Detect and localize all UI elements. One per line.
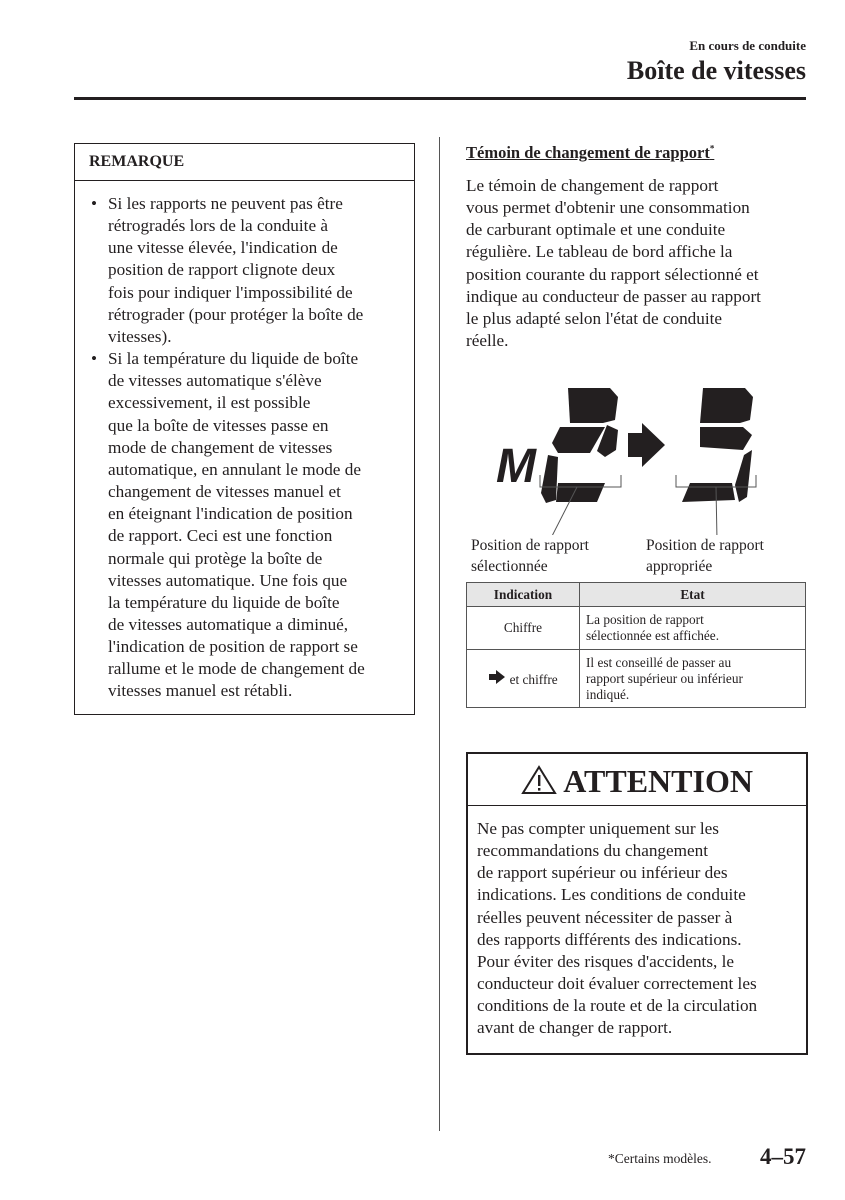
- text-line: avant de changer de rapport.: [477, 1018, 673, 1038]
- bullet-icon: •: [91, 349, 98, 369]
- bullet-icon: •: [91, 194, 98, 213]
- text-line: le plus adapté selon l'état de conduite: [466, 308, 723, 328]
- text-line: en éteignant l'indication de position: [108, 504, 353, 524]
- text-line: Pour éviter des risques d'accidents, le: [477, 951, 735, 971]
- mode-letter: M: [496, 440, 536, 493]
- indication-table: [466, 582, 806, 708]
- col-etat: Etat: [580, 583, 806, 607]
- text-line: la température du liquide de boîte: [108, 592, 340, 612]
- text-line: de rapport supérieur ou inférieur des: [477, 863, 728, 883]
- heading-text: Témoin de changement de rapport: [466, 143, 710, 162]
- text-line: réelle.: [466, 331, 509, 351]
- label-selected-position: Position de rapport sélectionnée: [471, 537, 589, 575]
- text-line: indications. Les conditions de conduite: [477, 885, 746, 905]
- text-line: changement de vitesses manuel et: [108, 482, 341, 502]
- arrow-right-icon: [488, 670, 506, 684]
- column-divider: [439, 137, 440, 1131]
- text-line: de carburant optimale et une conduite: [466, 220, 726, 240]
- footnote-mark: *: [709, 143, 715, 154]
- note-title: REMARQUE: [75, 144, 414, 181]
- note-box: [74, 143, 415, 715]
- text-line: vous permet d'obtenir une consommation: [466, 198, 750, 218]
- arrow-right-icon: [628, 423, 665, 467]
- text-line: l'indication de position de rapport se: [108, 637, 358, 657]
- table-row: et chiffre Il est conseillé de passer au rapport supérieur ou inférieur indiqué.: [467, 650, 806, 708]
- footnote: *Certains modèles.: [608, 1151, 712, 1166]
- text-line: Si la température du liquide de boîte: [108, 349, 359, 369]
- col-indication: Indication: [467, 583, 580, 607]
- page-number: 4–57: [760, 1144, 806, 1169]
- text-line: rétrograder (pour protéger la boîte de: [108, 304, 364, 324]
- page-title: Boîte de vitesses: [626, 56, 806, 85]
- section-label: En cours de conduite: [689, 38, 806, 53]
- text-line: fois pour indiquer l'impossibilité de: [108, 282, 353, 302]
- attention-title: ATTENTION: [563, 763, 753, 799]
- text-line: position courante du rapport sélectionné et: [466, 264, 759, 284]
- text-line: vitesses manuel est rétabli.: [108, 681, 293, 701]
- text-line: de rapport. Ceci est une fonction: [108, 526, 333, 546]
- text-line: réelles peuvent nécessiter de passer à: [477, 907, 733, 927]
- text-line: une vitesse élevée, l'indication de: [108, 238, 338, 258]
- attention-body: [468, 806, 806, 1040]
- text-line: Ne pas compter uniquement sur les: [477, 819, 719, 838]
- text-line: régulière. Le tableau de bord affiche la: [466, 242, 733, 262]
- header-rule: [74, 97, 806, 100]
- text-line: indique au conducteur de passer au rapport: [466, 286, 761, 306]
- attention-header: [468, 754, 806, 806]
- text-line: Le témoin de changement de rapport: [466, 176, 719, 195]
- section-heading: [466, 143, 714, 163]
- text-line: mode de changement de vitesses: [108, 437, 333, 457]
- text-line: vitesses automatique. Une fois que: [108, 570, 348, 590]
- digit-suggested-gear: [682, 388, 753, 502]
- note-bullet: [75, 193, 414, 348]
- digit-current-gear: [541, 388, 618, 503]
- text-line: de vitesses automatique s'élève: [108, 371, 322, 391]
- text-line: rallume et le mode de changement de: [108, 659, 365, 679]
- note-body: [75, 181, 414, 703]
- text-line: que la boîte de vitesses passe en: [108, 415, 329, 435]
- text-line: position de rapport clignote deux: [108, 260, 336, 280]
- label-appropriate-position: Position de rapport appropriée: [646, 537, 764, 575]
- text-line: automatique, en annulant le mode de: [108, 459, 361, 479]
- section-paragraph: [466, 175, 761, 352]
- text-line: vitesses).: [108, 326, 172, 346]
- text-line: Si les rapports ne peuvent pas être: [108, 194, 343, 213]
- text-line: excessivement, il est possible: [108, 393, 311, 413]
- text-line: de vitesses automatique a diminué,: [108, 614, 349, 634]
- text-line: conducteur doit évaluer correctement les: [477, 974, 757, 994]
- text-line: conditions de la route et de la circulation: [477, 996, 758, 1016]
- text-line: recommandations du changement: [477, 841, 708, 861]
- gear-indicator-diagram: [460, 375, 820, 535]
- table-row: Chiffre La position de rapport sélectionnée est affichée.: [467, 607, 806, 650]
- text-line: rétrogradés lors de la conduite à: [108, 216, 329, 236]
- warning-triangle-icon: [521, 765, 557, 795]
- attention-box: [466, 752, 808, 1055]
- note-bullet: [75, 348, 414, 703]
- text-line: normale qui protège la boîte de: [108, 548, 323, 568]
- text-line: des rapports différents des indications.: [477, 929, 742, 949]
